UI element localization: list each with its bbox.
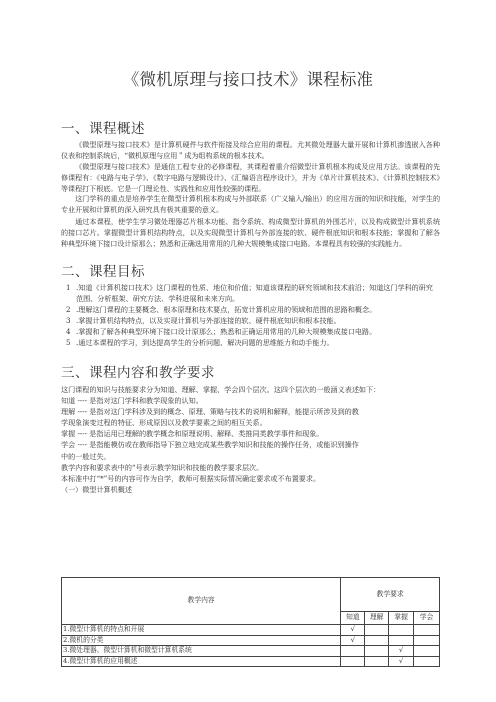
table-cell: 1.微型计算机的特点和开展: [62, 625, 341, 636]
table-row: [62, 635, 440, 646]
check-mark: [365, 625, 389, 636]
table-header-content: 教学内容: [62, 578, 341, 625]
check-mark: [341, 656, 365, 667]
check-mark: [365, 635, 389, 646]
overview-paragraph-2: 《微型原理与接口技术》是通信工程专业的必修课程，其课程着重介绍微型计算机根本构成及应用方法。该课程的先修课程有：《电路与电子学》、《数字电路与逻辑设计》、《汇编语言程序设计》，并为《单片计算机技术》、《计算机控制技术》等课程打下根底。它是一门理论性、实践性和应用性较强的课程。: [61, 162, 440, 193]
check-mark: [414, 635, 440, 646]
overview-paragraph-1: 《微型原理与接口技术》是计算机硬件与软件衔接及综合应用的课程。尤其微处理器大量开展和计算机渗透嵌入各种仪表和控制系统后，“微机原理与应用＂成为组构系统的根本技术。: [61, 140, 440, 160]
list-item: 3 .掌握计算机结构特点，以及实现计算机与外部连接的软、硬件根底知识和根本技能。: [66, 316, 341, 326]
list-item: 5 .通过本课程的学习，到达提高学生的分析问题、解决问题的思维能力和动手能力。: [66, 338, 334, 348]
table-header-level: 掌握: [389, 612, 414, 625]
check-mark: [389, 635, 414, 646]
list-item: 2 .理解这门课程的主要概念、根本原理和技术要点，拓宽计算机应用的领域和范围的思路和概念。: [66, 305, 377, 315]
check-mark: [365, 646, 389, 657]
check-mark: √: [341, 625, 365, 636]
check-mark: [414, 656, 440, 667]
table-header-level: 学会: [414, 612, 440, 625]
overview-paragraph-3: 这门学科的重点是培养学生在微型计算机根本构成与外部联系（广义输入/输出）的应用方面的知识和技能，对学生的专业开展和计算机的深入研究具有极其重要的意义。: [61, 194, 440, 214]
table-cell: 4.微型计算机的应用概述: [62, 656, 341, 667]
check-mark: √: [341, 635, 365, 646]
document-title: 《微机原理与接口技术》课程标准: [122, 70, 374, 89]
check-mark: [414, 625, 440, 636]
objectives-list: [66, 282, 440, 349]
table-row: [62, 646, 440, 657]
table-header-level: 知道: [341, 612, 365, 625]
check-mark: [414, 646, 440, 657]
section-heading-objectives: 二、课程目标: [61, 264, 145, 280]
check-mark: √: [389, 646, 414, 657]
table-header-requirements: 教学要求: [341, 578, 440, 612]
content-requirements-text: 这门课程的知识与技能要求分为知道、理解、掌握、学会四个层次。这四个层次的一般涵义表述如下： 知道 ---- 是指对这门学科和教学现象的认知。 理解 ---- 是指对这门学科涉及到的概念、原理、策略与技术的说明和解释，能提示所涉及到的教 学现象演变过程的特征、形成原因以及教学要素之间的相互关系。 掌握 ---- 是指运用已理解的教学概念和原理说明、解释、类推同类教学事件和现象。 学会 ---- 是指能模仿或在教师指导下独立地完成某些教学知识和技能的操作任务，或能识别操作 中的一般过失。 教学内容和要求表中的“号表示教学知识和技能的教学要求层次。 本标准中打“*”号的内容可作为自学，教师可根据实际情况确定要求或不布置要求。 （一）微型计算机概述: [61, 384, 440, 495]
check-mark: [341, 646, 365, 657]
check-mark: [389, 625, 414, 636]
table-row: [62, 625, 440, 636]
section-heading-overview: 一、课程概述: [61, 121, 145, 137]
list-item: 4 .掌握和了解各种典型环境下接口设计原那么；熟悉和正确运用常用的几种大规模集成接口电路。: [66, 327, 377, 337]
overview-paragraph-4: 通过本课程，使学生学习微处理器芯片根本功能、指令系统、构成微型计算机的外围芯片，以及构成微型计算机系统的接口芯片。掌握微型计算机结构特点，以及实现微型计算机与外部连接的软、硬件根底知识和根本技能；掌握和了解各种典型环境下接口设计原那么；熟悉和正确选用常用的几种大规模集成接口电路。本课程具有较强的实践能力。: [61, 217, 440, 248]
subsection-heading: （一）微型计算机概述: [61, 484, 132, 494]
teaching-requirements-table: [61, 577, 440, 667]
table-cell: 2.微机的分类: [62, 635, 341, 646]
table-header-level: 理解: [365, 612, 389, 625]
section-heading-content: 三、课程内容和教学要求: [61, 365, 215, 381]
table-cell: 3.微处理器、微型计算机和微型计算机系统: [62, 646, 341, 657]
check-mark: √: [389, 656, 414, 667]
table-row: [62, 656, 440, 667]
check-mark: [365, 656, 389, 667]
list-item: 1 .知道《计算机接口技术》这门课程的性质、地位和价值；知道该课程的研究领域和技术前沿；知道这门学科的研究范围、分析框架、研究方法、学科进展和未来方向。: [66, 283, 433, 304]
